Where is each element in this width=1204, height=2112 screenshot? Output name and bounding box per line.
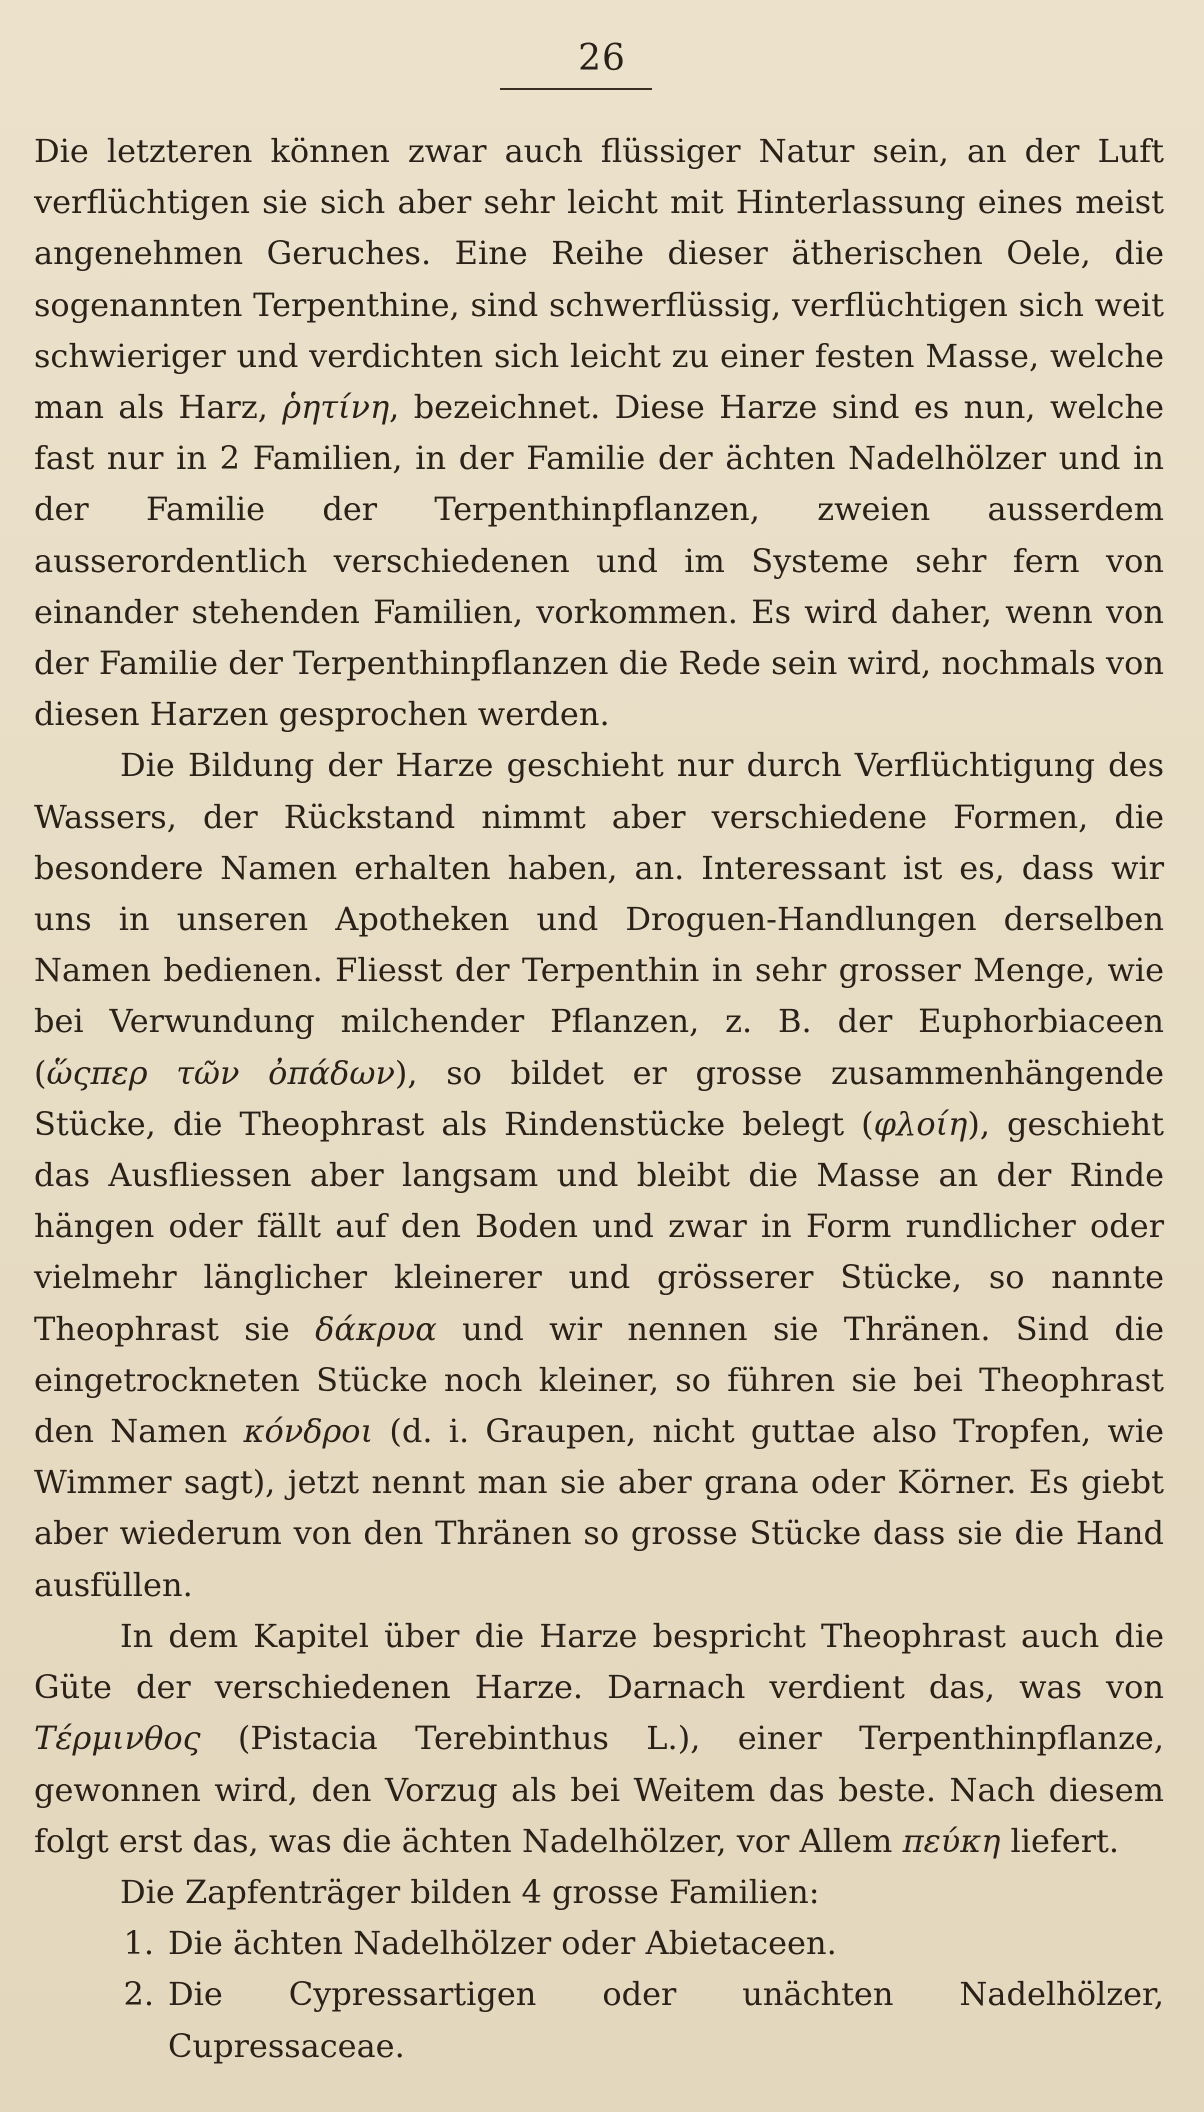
family-list [34, 1918, 1164, 2072]
page-number: 26 [578, 38, 626, 79]
greek-term: δάκρυα [315, 1309, 437, 1348]
greek-term: ῥητίνη [282, 388, 390, 427]
greek-term: ὥςπερ τῶν ὀπάδων [46, 1053, 395, 1092]
page-number-rule [500, 88, 652, 90]
paragraph-2: Die Bildung der Harze geschieht nur durch Verflüchtigung des Wassers, der Rückstand nimmt aber verschiedene Formen, die besondere Namen erhalten haben, an. Interessant ist es, dass wir uns in unseren Apotheken und Droguen-Handlungen derselben Namen bedienen. Fliesst der Terpenthin in sehr grosser Menge, wie bei Verwundung milchender Pflanzen, z. B. der Euphorbiaceen (ὥςπερ τῶν ὀπάδων), so bildet er grosse zusammenhängende Stücke, die Theophrast als Rindenstücke belegt (φλοίη), geschieht das Ausfliessen aber langsam und bleibt die Masse an der Rinde hängen oder fällt auf den Boden und zwar in Form rundlicher oder vielmehr länglicher kleinerer und grösserer Stücke, so nannte Theophrast sie δάκρυα und wir nennen sie Thränen. Sind die eingetrockneten Stücke noch kleiner, so führen sie bei Theophrast den Namen κόνδροι (d. i. Graupen, nicht guttae also Tropfen, wie Wimmer sagt), jetzt nennt man sie aber grana oder Körner. Es giebt aber wiederum von den Thränen so grosse Stücke dass sie die Hand ausfüllen. [34, 746, 1165, 1604]
list-text: Die ächten Nadelhölzer oder Abietaceen. [168, 1924, 837, 1963]
list-item [34, 1918, 1164, 1969]
paragraph-4: Die Zapfenträger bilden 4 grosse Familien: [120, 1872, 820, 1911]
body-text [34, 126, 1164, 2072]
paragraph-3: In dem Kapitel über die Harze bespricht Theophrast auch die Güte der verschiedenen Harze. Darnach verdient das, was von Τέρμινθος (Pistacia Terebinthus L.), einer Terpenthinpflanze, gewonnen wird, den Vorzug als bei Weitem das beste. Nach diesem folgt erst das, was die ächten Nadelhölzer, vor Allem πεύκη liefert. [34, 1616, 1164, 1860]
list-number: 2. [123, 1975, 154, 2014]
list-number: 1. [123, 1924, 154, 1963]
greek-term: κόνδροι [243, 1412, 374, 1451]
greek-term: πεύκη [902, 1821, 1001, 1860]
list-text: Die Cypressartigen oder unächten Nadelhölzer, Cupressaceae. [168, 1975, 1164, 2065]
list-item [34, 1969, 1164, 2071]
paragraph-1: Die letzteren können zwar auch flüssiger Natur sein, an der Luft verflüchtigen sie sich aber sehr leicht mit Hinterlassung eines meist angenehmen Geruches. Eine Reihe dieser ätherischen Oele, die sogenannten Terpenthine, sind schwerflüssig, verflüchtigen sich weit schwieriger und verdichten sich leicht zu einer festen Masse, welche man als Harz, ῥητίνη, bezeichnet. Diese Harze sind es nun, welche fast nur in 2 Familien, in der Familie der ächten Nadelhölzer und in der Familie der Terpenthinpflanzen, zweien ausserdem ausserordentlich verschiedenen und im Systeme sehr fern von einander stehenden Familien, vorkommen. Es wird daher, wenn von der Familie der Terpenthinpflanzen die Rede sein wird, nochmals von diesen Harzen gesprochen werden. [34, 132, 1165, 734]
greek-term: φλοίη [873, 1104, 968, 1143]
greek-term: Τέρμινθος [34, 1719, 201, 1758]
